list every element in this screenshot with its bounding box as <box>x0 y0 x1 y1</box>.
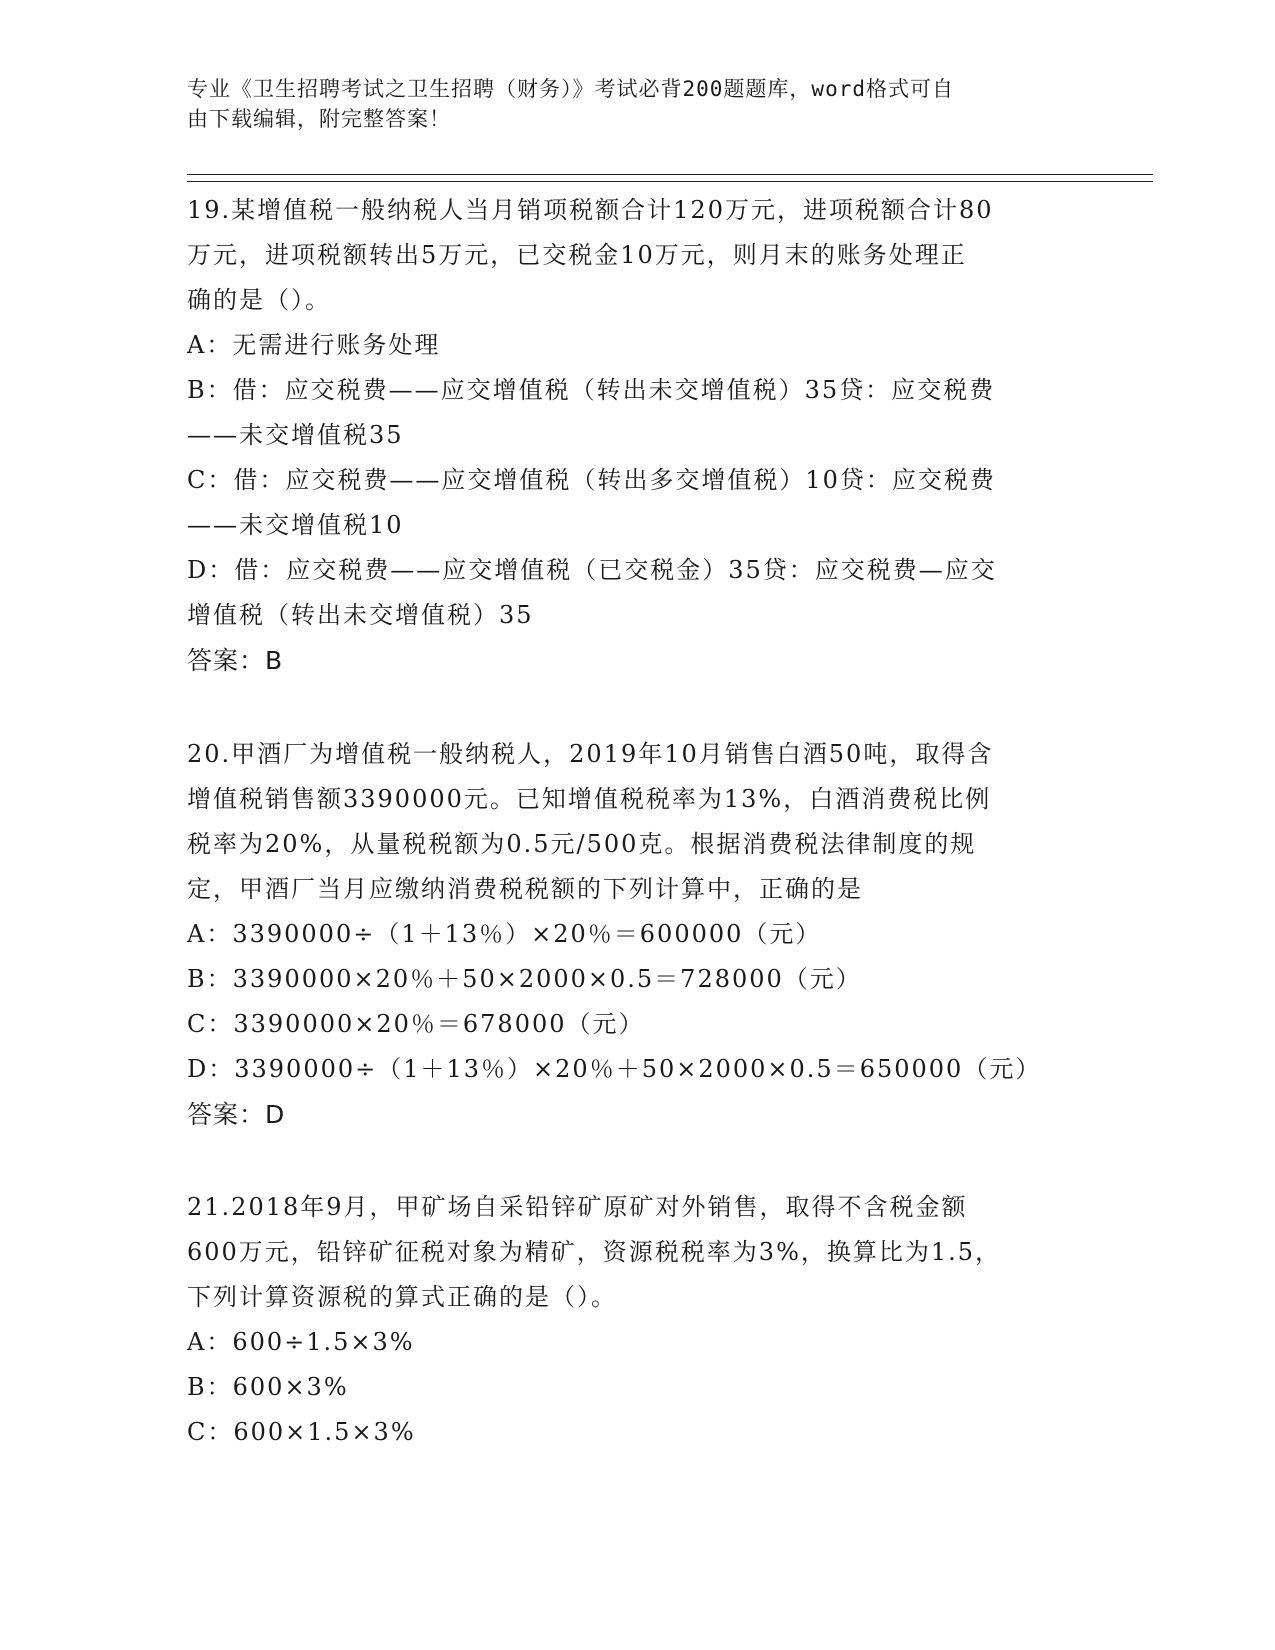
answer-label: 答案：B <box>187 646 284 675</box>
option-line: D：3390000÷（1＋13％）×20％＋50×2000×0.5＝650000（元） <box>187 1055 1042 1083</box>
stem-line: 600万元，铅锌矿征税对象为精矿，资源税税率为3%，换算比为1.5， <box>187 1238 1002 1266</box>
question-20 <box>187 732 1087 1137</box>
question-19 <box>187 188 1087 683</box>
stem-line: 20.甲酒厂为增值税一般纳税人，2019年10月销售白酒50吨，取得含 <box>187 740 994 768</box>
question-stem <box>187 1185 1087 1320</box>
option-line: 增值税（转出未交增值税）35 <box>187 601 534 629</box>
option-line: A：600÷1.5×3% <box>187 1328 415 1356</box>
option-line: B：3390000×20％＋50×2000×0.5＝728000（元） <box>187 965 862 993</box>
option-a <box>187 912 1087 957</box>
header-divider <box>187 174 1153 175</box>
option-d <box>187 548 1087 638</box>
option-line: B：600×3% <box>187 1373 349 1401</box>
option-a <box>187 323 1087 368</box>
option-b <box>187 957 1087 1002</box>
option-b <box>187 1365 1087 1410</box>
header-line: 由下载编辑，附完整答案！ <box>187 107 451 131</box>
option-line: A：无需进行账务处理 <box>187 331 441 359</box>
option-line: A：3390000÷（1＋13％）×20％＝600000（元） <box>187 920 822 948</box>
question-stem <box>187 188 1087 323</box>
option-c <box>187 1002 1087 1047</box>
option-c <box>187 458 1087 548</box>
stem-line: 万元，进项税额转出5万元，已交税金10万元，则月末的账务处理正 <box>187 241 967 269</box>
option-line: B：借：应交税费——应交增值税（转出未交增值税）35贷：应交税费 <box>187 376 996 404</box>
document-header <box>187 74 1067 134</box>
option-a <box>187 1320 1087 1365</box>
option-line: ——未交增值税35 <box>187 421 404 449</box>
option-b <box>187 368 1087 458</box>
answer-label: 答案：D <box>187 1100 286 1129</box>
option-d <box>187 1047 1087 1092</box>
stem-line: 21.2018年9月，甲矿场自采铅锌矿原矿对外销售，取得不含税金额 <box>187 1193 968 1221</box>
option-line: C：借：应交税费——应交增值税（转出多交增值税）10贷：应交税费 <box>187 466 996 494</box>
option-line: D：借：应交税费——应交增值税（已交税金）35贷：应交税费—应交 <box>187 556 997 584</box>
stem-line: 税率为20%，从量税税额为0.5元/500克。根据消费税法律制度的规 <box>187 830 977 858</box>
option-line: C：600×1.5×3% <box>187 1418 416 1446</box>
stem-line: 增值税销售额3390000元。已知增值税税率为13%，白酒消费税比例 <box>187 785 992 813</box>
option-line: C：3390000×20％＝678000（元） <box>187 1010 645 1038</box>
stem-line: 下列计算资源税的算式正确的是（）。 <box>187 1283 617 1311</box>
option-c <box>187 1410 1087 1455</box>
stem-line: 确的是（）。 <box>187 286 331 314</box>
question-stem <box>187 732 1087 912</box>
question-21 <box>187 1185 1087 1455</box>
option-line: ——未交增值税10 <box>187 511 404 539</box>
stem-line: 19.某增值税一般纳税人当月销项税额合计120万元，进项税额合计80 <box>187 196 994 224</box>
header-divider <box>187 181 1153 182</box>
header-line: 专业《卫生招聘考试之卫生招聘（财务）》考试必背200题题库，word格式可自 <box>187 77 954 101</box>
stem-line: 定，甲酒厂当月应缴纳消费税税额的下列计算中，正确的是 <box>187 875 863 903</box>
